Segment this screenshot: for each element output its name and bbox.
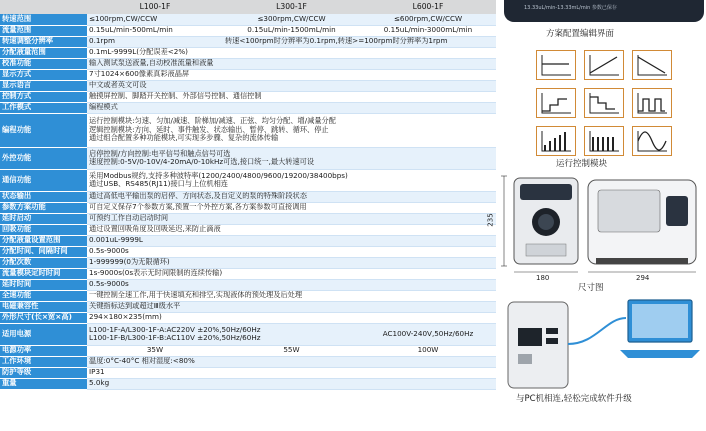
row-value: 可自定义保存7个参数方案,预置一个外控方案,各方案参数可直接调用 — [87, 202, 496, 213]
constant-speed-icon — [536, 50, 576, 80]
row-communication — [0, 169, 496, 191]
communication-line: 通过USB、RS485(RJ11)接口与上位机相连 — [89, 179, 228, 188]
row-label: 状态输出 — [0, 191, 87, 202]
header-model-l100: L100-1F — [87, 0, 223, 14]
row-value — [87, 169, 496, 191]
row-label: 显示语言 — [0, 80, 87, 91]
row-label: 重量 — [0, 378, 87, 389]
row-label: 分配液量设置范围 — [0, 235, 87, 246]
pulse-icon — [632, 88, 672, 118]
header-model-l300: L300-1F — [223, 0, 360, 14]
row-display — [0, 69, 496, 80]
ramp-up-icon — [584, 50, 624, 80]
row-value: IP31 — [87, 367, 496, 378]
row-resolution — [0, 36, 496, 47]
row-value: 编程模式 — [87, 102, 496, 113]
row-value: 一键控制全速工作,用于快速填充和排空,实现液体的预处理及后处理 — [87, 290, 496, 301]
row-dimensions — [0, 312, 496, 323]
row-value: 294×180×235(mm) — [87, 312, 496, 323]
header-label — [0, 0, 87, 14]
row-dispense-time — [0, 246, 496, 257]
row-label: 分配液量范围 — [0, 47, 87, 58]
communication-line: 采用Modbus规约,支持多种波特率(1200/2400/4800/9600/19200/38400bps) — [89, 170, 348, 180]
row-work-mode — [0, 102, 496, 113]
row-value: 输入测试泵送液量,自动校准流量和液量 — [87, 58, 496, 69]
row-weight — [0, 378, 496, 389]
row-label: 回吸功能 — [0, 224, 87, 235]
row-dispense-setting-range — [0, 235, 496, 246]
row-value: 5.0kg — [87, 378, 496, 389]
programming-line: 运行控制模块:匀速、匀加/减速、阶梯加/减速、正弦、均匀分配、增/减量分配 — [89, 116, 336, 126]
row-control-mode — [0, 91, 496, 102]
pc-connection-illustration — [496, 288, 706, 408]
row-label: 分配次数 — [0, 257, 87, 268]
row-power — [0, 345, 496, 356]
power-supply-line: L100-1F-A/L300-1F-A:AC220V ±20%,50Hz/60Hz — [89, 324, 261, 334]
row-label: 全速功能 — [0, 290, 87, 301]
row-label: 编程功能 — [0, 113, 87, 147]
row-value: 通过设置回吸角度及回吸延迟,来防止滴液 — [87, 224, 496, 235]
row-value: AC100V-240V,50Hz/60Hz — [360, 323, 496, 345]
dimension-drawing — [496, 166, 706, 286]
row-emc — [0, 301, 496, 312]
row-value: 0.15uL/min-1500mL/min — [223, 25, 360, 36]
row-speed-range — [0, 14, 496, 25]
row-value: 100W — [360, 345, 496, 356]
row-label: 转速范围 — [0, 14, 87, 25]
dimension-width-label: 180 — [536, 274, 550, 282]
programming-line: 通过组合配置多种功能模块,可实现多步骤、复杂的流体传输 — [89, 133, 279, 143]
row-label: 延时时间 — [0, 279, 87, 290]
row-programming — [0, 113, 496, 147]
row-value: 通过高低电平输出泵的启停、方向状态,及自定义的泵的特殊阶段状态 — [87, 191, 496, 202]
row-value: 中文或者英文可设 — [87, 80, 496, 91]
external-control-line: 速度控制:0-5V/0-10V/4-20mA/0-10kHz可选,接口统一,最大转速可设 — [89, 157, 315, 166]
row-label: 防护等级 — [0, 367, 87, 378]
increasing-dispense-icon — [536, 126, 576, 156]
row-suck-back — [0, 224, 496, 235]
row-parameter-scheme — [0, 202, 496, 213]
row-label: 适用电源 — [0, 323, 87, 345]
row-language — [0, 80, 496, 91]
row-value: 0.1rpm — [87, 36, 223, 47]
row-external-control — [0, 147, 496, 169]
row-label: 外形尺寸(长×宽×高) — [0, 312, 87, 323]
row-value: 0.5s-9000s — [87, 246, 496, 257]
row-value — [87, 147, 496, 169]
row-value: 0.001uL-9999L — [87, 235, 496, 246]
device-screen-strip — [504, 0, 704, 22]
row-label: 分配时间、间隔时间 — [0, 246, 87, 257]
row-calibration — [0, 58, 496, 69]
step-down-icon — [584, 88, 624, 118]
screen-status-text: 13.33uL/min-13.33mL/min 参数已保存 — [524, 5, 617, 11]
right-panel — [486, 0, 706, 431]
row-label: 显示方式 — [0, 69, 87, 80]
header-model-l600: L600-1F — [360, 0, 496, 14]
row-value: ≤300rpm,CW/CCW — [223, 14, 360, 25]
row-value: 1s-9000s(0s表示无时间限制的连续传输) — [87, 268, 496, 279]
row-label: 工作模式 — [0, 102, 87, 113]
row-label: 流量模块定时时间 — [0, 268, 87, 279]
step-up-icon — [536, 88, 576, 118]
row-value: 触摸屏控制、脚踏开关控制、外部信号控制、通信控制 — [87, 91, 496, 102]
control-module-grid — [536, 50, 674, 156]
row-dispense-range — [0, 47, 496, 58]
ramp-down-icon — [632, 50, 672, 80]
row-value: 35W — [87, 345, 223, 356]
spec-header-row — [0, 0, 496, 14]
dimension-length-label: 294 — [636, 274, 650, 282]
row-delay-time — [0, 279, 496, 290]
row-label: 参数方案功能 — [0, 202, 87, 213]
row-label: 外控功能 — [0, 147, 87, 169]
row-delay-start — [0, 213, 496, 224]
sine-wave-icon — [632, 126, 672, 156]
row-label: 控制方式 — [0, 91, 87, 102]
row-power-supply — [0, 323, 496, 345]
row-label: 工作环境 — [0, 356, 87, 367]
row-label: 校准功能 — [0, 58, 87, 69]
uniform-dispense-icon — [584, 126, 624, 156]
row-full-speed — [0, 290, 496, 301]
row-value: 温度:0°C-40°C 相对湿度:<80% — [87, 356, 496, 367]
row-label: 电磁兼容性 — [0, 301, 87, 312]
row-value: 转速<100rpm时分辨率为0.1rpm,转速>=100rpm时分辨率为1rpm — [223, 36, 496, 47]
row-value: 关键指标达到或超过Ⅲ级水平 — [87, 301, 496, 312]
row-dispense-count — [0, 257, 496, 268]
dimension-section-title: 尺寸图 — [578, 283, 604, 293]
row-value: 0.1mL-9999L(分配误差<2%) — [87, 47, 496, 58]
row-value — [87, 113, 496, 147]
row-value: 0.15uL/min-3000mL/min — [360, 25, 496, 36]
row-value: 可预约工作自动启动时间 — [87, 213, 496, 224]
row-label: 电源功率 — [0, 345, 87, 356]
row-value: 1-999999(0为无限循环) — [87, 257, 496, 268]
module-section-title: 运行控制模块 — [556, 159, 608, 169]
row-label: 转速调整分辨率 — [0, 36, 87, 47]
row-label: 通信功能 — [0, 169, 87, 191]
row-value: ≤600rpm,CW/CCW — [360, 14, 496, 25]
row-value: 55W — [223, 345, 360, 356]
dimension-height-label: 235 — [486, 213, 495, 227]
row-value: 0.15uL/min-500mL/min — [87, 25, 223, 36]
row-protection — [0, 367, 496, 378]
external-control-line: 启停控制/方向控制:电平信号和触点信号可选 — [89, 148, 231, 158]
row-flow-timer — [0, 268, 496, 279]
row-value: ≤100rpm,CW/CCW — [87, 14, 223, 25]
row-flow-range — [0, 25, 496, 36]
row-label: 延时启动 — [0, 213, 87, 224]
row-value: 0.5s-9000s — [87, 279, 496, 290]
row-status-output — [0, 191, 496, 202]
power-supply-line: L100-1F-B/L300-1F-B:AC110V ±20%,50Hz/60Hz — [89, 333, 261, 342]
row-value — [87, 323, 360, 345]
row-environment — [0, 356, 496, 367]
row-value: 7寸1024×600像素真彩液晶屏 — [87, 69, 496, 80]
pc-section-title: 与PC机相连,轻松完成软件升级 — [516, 394, 632, 404]
programming-line: 逻辑控制模块:方向、延时、事件触发、状态输出、暂停、跳转、循环、停止 — [89, 124, 329, 134]
config-section-title: 方案配置编辑界面 — [546, 29, 615, 39]
row-label: 流量范围 — [0, 25, 87, 36]
